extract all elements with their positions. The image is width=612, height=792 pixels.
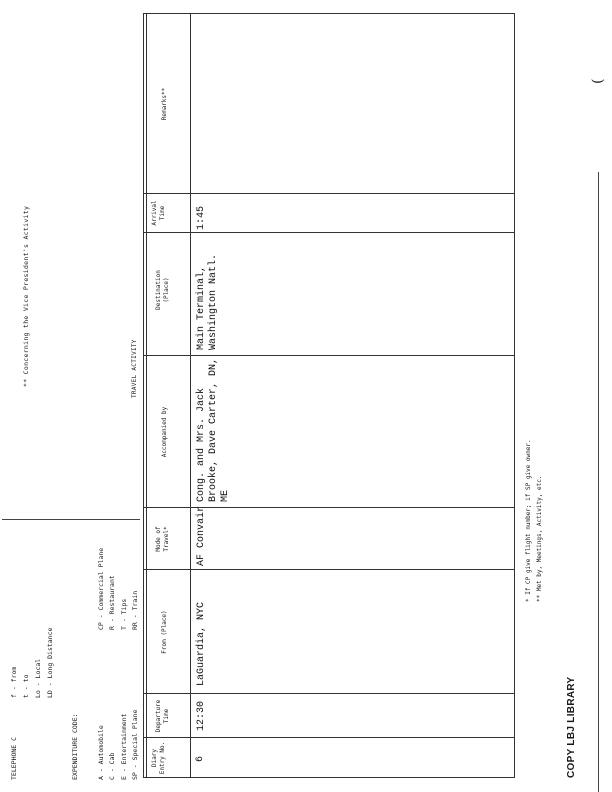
col-rule [143, 569, 515, 570]
cell-arrival-time: 1:45 [196, 205, 207, 230]
code-f-desc: - from [10, 666, 18, 691]
header-departure-time: Departure Time [155, 699, 170, 733]
expenditure-grid [96, 450, 142, 780]
cell-accompanied-by: Cong. and Mrs. Jack Brooke, Dave Carter, DN, ME [196, 357, 231, 502]
col-rule [143, 232, 515, 233]
code-t-desc: - to [22, 674, 30, 691]
travel-activity-label: TRAVEL ACTIVITY [131, 339, 138, 398]
header-mode-of-travel: Mode of Travel* [155, 526, 170, 552]
exp-code: C - Cab [108, 752, 116, 780]
header-arrival-time: Arrival Time [151, 200, 166, 226]
telephone-label: TELEPHONE C [10, 736, 18, 780]
cell-mode-of-travel: AF Convair [196, 505, 207, 566]
expenditure-codes [70, 450, 142, 780]
header-remarks: Remarks** [161, 87, 168, 121]
col-rule [143, 13, 515, 14]
telephone-row-long [44, 400, 56, 780]
col-rule [143, 355, 515, 356]
col-rule [143, 737, 515, 738]
exp-code: SP - Special Plane [131, 709, 139, 780]
telephone-row-local [32, 400, 44, 780]
col-rule [143, 777, 515, 778]
col-rule [143, 693, 515, 694]
telephone-codes [8, 400, 56, 780]
cell-diary-entry: 6 [195, 755, 206, 762]
code-lo-desc: - Local [34, 658, 42, 687]
cell-destination: Main Terminal, Washington Natl. [196, 253, 219, 350]
header-divider [2, 519, 140, 520]
footnote-meetings: ** Met by, Meetings, Activity, etc. [536, 475, 543, 602]
code-f: f [10, 694, 18, 698]
telephone-row-to [20, 400, 32, 780]
exp-code: RR - Train [131, 590, 139, 630]
code-t: t [22, 694, 30, 698]
header-accompanied-by: Accompanied by [161, 406, 168, 458]
footnote-flight: * If CP give flight number; if SP give owner. [525, 439, 532, 602]
page-edge-line [598, 172, 599, 792]
header-diary-entry: Diary Entry No. [151, 741, 166, 775]
exp-code: CP - Commercial Plane [96, 547, 105, 630]
table-top-rule-2 [146, 13, 147, 778]
header-destination: Destination (Place) [155, 270, 170, 310]
code-ld-desc: - Long Distance [46, 627, 54, 687]
code-lo: Lo [34, 690, 42, 698]
code-ld: LD [46, 690, 54, 698]
exp-code: R - Restaurant [108, 575, 116, 630]
header-from-place: From (Place) [161, 610, 168, 654]
cell-from-place: LaGuardia, NYC [196, 601, 207, 686]
table-top-rule [143, 13, 144, 778]
telephone-row-from [8, 400, 20, 780]
library-stamp: COPY LBJ LIBRARY [566, 676, 577, 778]
vice-president-note: ** Concerning the Vice President's Activity [22, 205, 30, 387]
expenditure-title: EXPENDITURE CODE: [71, 713, 79, 780]
table-bottom-rule [514, 13, 515, 778]
exp-code: T - Tips [119, 598, 128, 630]
exp-code: E - Entertainment [119, 713, 128, 780]
margin-mark: ( [590, 78, 606, 84]
cell-departure-time: 12:30 [196, 700, 207, 731]
header-rule [190, 13, 191, 778]
exp-code: A - Automobile [96, 725, 105, 780]
